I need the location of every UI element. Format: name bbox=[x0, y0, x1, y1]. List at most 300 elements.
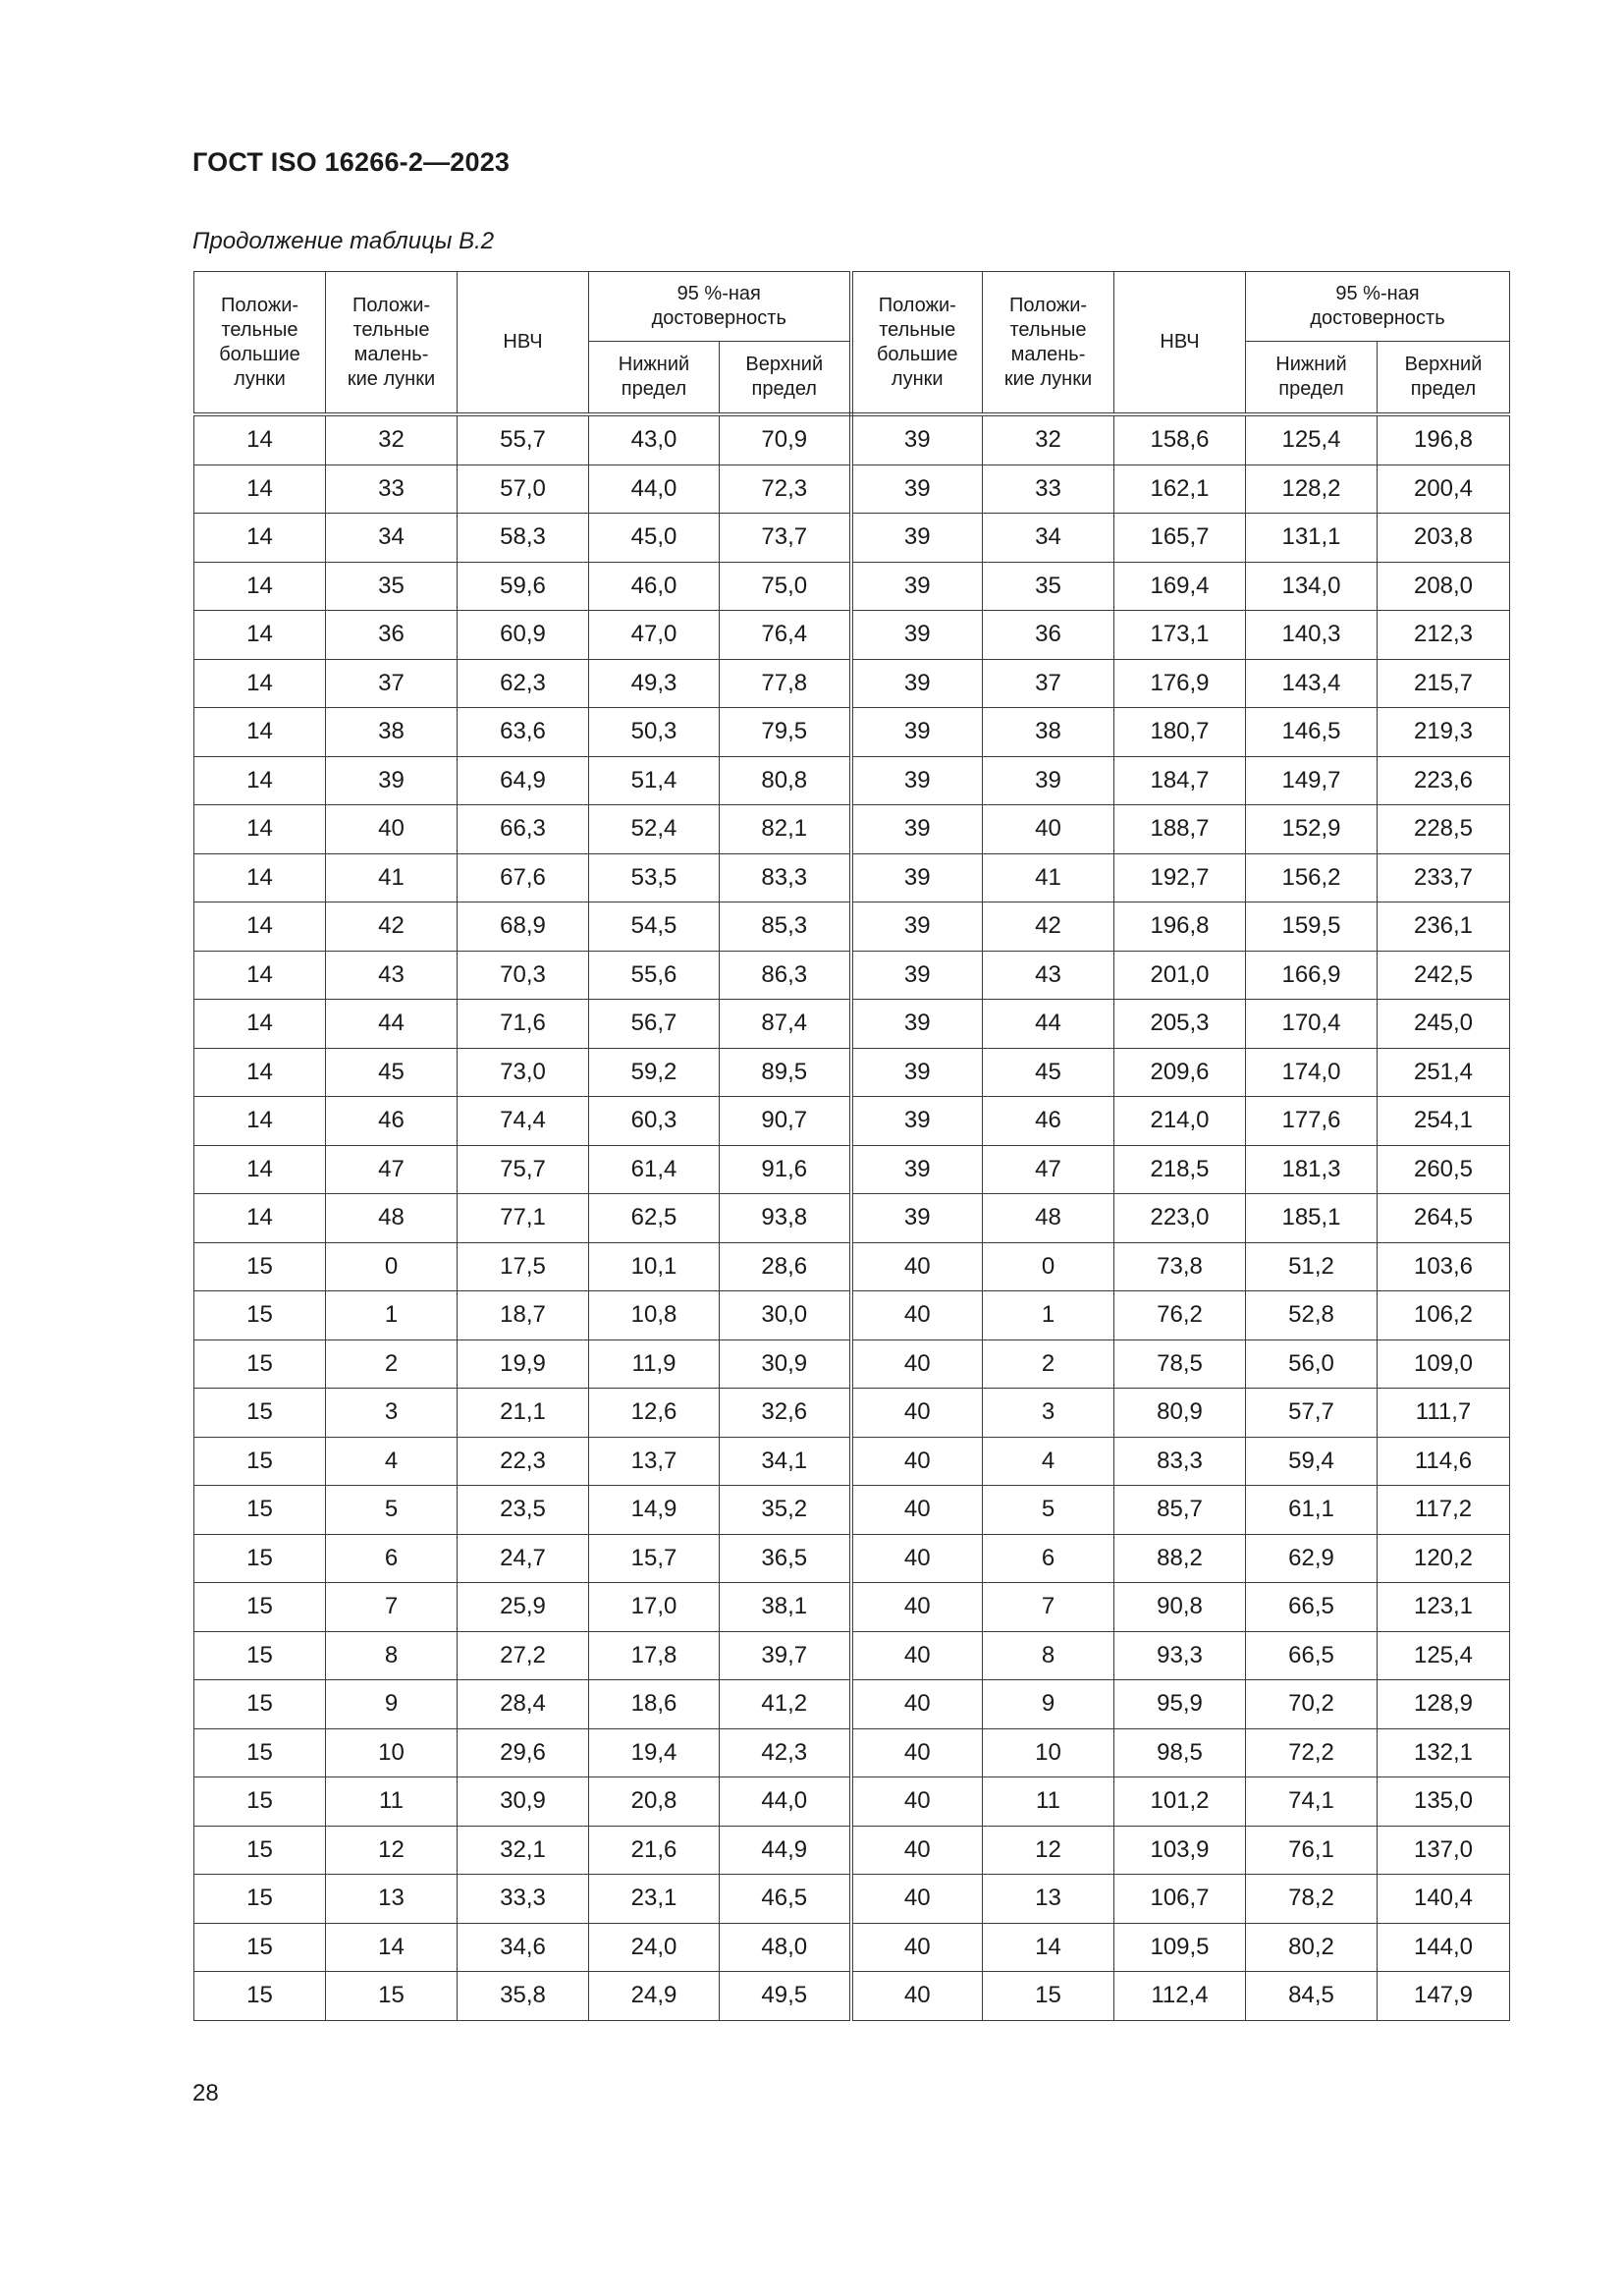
table-cell: 75,7 bbox=[458, 1145, 589, 1194]
table-row bbox=[194, 1048, 1510, 1097]
table-cell: 32,1 bbox=[458, 1826, 589, 1875]
table-cell: 40 bbox=[851, 1583, 983, 1632]
table-cell: 28,4 bbox=[458, 1680, 589, 1729]
table-cell: 44 bbox=[983, 1000, 1114, 1049]
table-cell: 39 bbox=[851, 1097, 983, 1146]
table-cell: 41 bbox=[326, 853, 458, 902]
table-cell: 44,0 bbox=[720, 1777, 851, 1827]
table-cell: 66,3 bbox=[458, 805, 589, 854]
table-cell: 169,4 bbox=[1114, 562, 1246, 611]
table-row bbox=[194, 514, 1510, 563]
header-mpn-2: НВЧ bbox=[1114, 272, 1246, 415]
table-cell: 14 bbox=[194, 465, 326, 514]
table-cell: 165,7 bbox=[1114, 514, 1246, 563]
table-cell: 39 bbox=[851, 756, 983, 805]
table-cell: 17,0 bbox=[589, 1583, 720, 1632]
table-cell: 85,7 bbox=[1114, 1486, 1246, 1535]
table-cell: 47,0 bbox=[589, 611, 720, 660]
table-cell: 53,5 bbox=[589, 853, 720, 902]
table-row bbox=[194, 1097, 1510, 1146]
table-row bbox=[194, 1680, 1510, 1729]
table-cell: 46,0 bbox=[589, 562, 720, 611]
table-cell: 15 bbox=[194, 1534, 326, 1583]
table-cell: 15 bbox=[194, 1631, 326, 1680]
table-cell: 89,5 bbox=[720, 1048, 851, 1097]
table-cell: 19,4 bbox=[589, 1728, 720, 1777]
table-row bbox=[194, 1972, 1510, 2021]
table-cell: 196,8 bbox=[1114, 902, 1246, 952]
table-cell: 15 bbox=[194, 1583, 326, 1632]
table-cell: 4 bbox=[983, 1437, 1114, 1486]
table-cell: 14 bbox=[194, 659, 326, 708]
table-cell: 117,2 bbox=[1378, 1486, 1510, 1535]
table-cell: 12 bbox=[983, 1826, 1114, 1875]
table-cell: 15 bbox=[983, 1972, 1114, 2021]
table-cell: 37 bbox=[326, 659, 458, 708]
table-cell: 51,4 bbox=[589, 756, 720, 805]
table-cell: 43 bbox=[983, 951, 1114, 1000]
table-cell: 192,7 bbox=[1114, 853, 1246, 902]
table-cell: 14 bbox=[194, 902, 326, 952]
table-cell: 62,5 bbox=[589, 1194, 720, 1243]
table-cell: 80,2 bbox=[1246, 1923, 1378, 1972]
table-cell: 39 bbox=[851, 1194, 983, 1243]
table-cell: 51,2 bbox=[1246, 1242, 1378, 1291]
table-cell: 56,0 bbox=[1246, 1339, 1378, 1389]
table-cell: 135,0 bbox=[1378, 1777, 1510, 1827]
table-row bbox=[194, 1923, 1510, 1972]
table-cell: 82,1 bbox=[720, 805, 851, 854]
table-cell: 90,8 bbox=[1114, 1583, 1246, 1632]
table-cell: 128,2 bbox=[1246, 465, 1378, 514]
table-cell: 140,3 bbox=[1246, 611, 1378, 660]
table-row bbox=[194, 1145, 1510, 1194]
table-cell: 57,7 bbox=[1246, 1389, 1378, 1438]
table-cell: 208,0 bbox=[1378, 562, 1510, 611]
table-cell: 137,0 bbox=[1378, 1826, 1510, 1875]
table-cell: 57,0 bbox=[458, 465, 589, 514]
table-cell: 40 bbox=[983, 805, 1114, 854]
table-cell: 47 bbox=[326, 1145, 458, 1194]
table-cell: 20,8 bbox=[589, 1777, 720, 1827]
table-cell: 209,6 bbox=[1114, 1048, 1246, 1097]
table-cell: 40 bbox=[851, 1534, 983, 1583]
table-cell: 40 bbox=[851, 1680, 983, 1729]
table-row bbox=[194, 1826, 1510, 1875]
table-cell: 44,0 bbox=[589, 465, 720, 514]
table-cell: 15 bbox=[194, 1777, 326, 1827]
table-cell: 68,9 bbox=[458, 902, 589, 952]
table-cell: 61,1 bbox=[1246, 1486, 1378, 1535]
table-cell: 14 bbox=[194, 853, 326, 902]
table-cell: 112,4 bbox=[1114, 1972, 1246, 2021]
table-cell: 223,0 bbox=[1114, 1194, 1246, 1243]
table-cell: 18,6 bbox=[589, 1680, 720, 1729]
table-cell: 173,1 bbox=[1114, 611, 1246, 660]
table-cell: 39 bbox=[851, 465, 983, 514]
table-cell: 144,0 bbox=[1378, 1923, 1510, 1972]
table-cell: 1 bbox=[983, 1291, 1114, 1340]
table-cell: 24,0 bbox=[589, 1923, 720, 1972]
table-row bbox=[194, 1339, 1510, 1389]
table-cell: 125,4 bbox=[1378, 1631, 1510, 1680]
table-cell: 156,2 bbox=[1246, 853, 1378, 902]
table-cell: 52,8 bbox=[1246, 1291, 1378, 1340]
table-cell: 30,0 bbox=[720, 1291, 851, 1340]
table-cell: 21,1 bbox=[458, 1389, 589, 1438]
table-cell: 14,9 bbox=[589, 1486, 720, 1535]
table-cell: 83,3 bbox=[720, 853, 851, 902]
table-cell: 9 bbox=[983, 1680, 1114, 1729]
table-cell: 12 bbox=[326, 1826, 458, 1875]
table-cell: 75,0 bbox=[720, 562, 851, 611]
table-cell: 40 bbox=[851, 1923, 983, 1972]
header-small-wells: Положи- тельные малень- кие лунки bbox=[326, 272, 458, 415]
table-cell: 177,6 bbox=[1246, 1097, 1378, 1146]
table-cell: 83,3 bbox=[1114, 1437, 1246, 1486]
table-cell: 40 bbox=[326, 805, 458, 854]
table-cell: 45 bbox=[326, 1048, 458, 1097]
table-cell: 180,7 bbox=[1114, 708, 1246, 757]
table-cell: 73,7 bbox=[720, 514, 851, 563]
table-cell: 46 bbox=[326, 1097, 458, 1146]
table-row bbox=[194, 562, 1510, 611]
table-cell: 27,2 bbox=[458, 1631, 589, 1680]
table-cell: 14 bbox=[983, 1923, 1114, 1972]
table-cell: 6 bbox=[983, 1534, 1114, 1583]
table-cell: 55,6 bbox=[589, 951, 720, 1000]
table-cell: 5 bbox=[983, 1486, 1114, 1535]
table-cell: 67,6 bbox=[458, 853, 589, 902]
table-cell: 15 bbox=[194, 1486, 326, 1535]
table-cell: 24,9 bbox=[589, 1972, 720, 2021]
table-cell: 23,1 bbox=[589, 1875, 720, 1924]
table-cell: 254,1 bbox=[1378, 1097, 1510, 1146]
table-cell: 4 bbox=[326, 1437, 458, 1486]
table-cell: 212,3 bbox=[1378, 611, 1510, 660]
table-row bbox=[194, 414, 1510, 465]
table-cell: 39 bbox=[983, 756, 1114, 805]
table-cell: 41,2 bbox=[720, 1680, 851, 1729]
header-lower: Нижний предел bbox=[589, 342, 720, 415]
table-cell: 14 bbox=[194, 1000, 326, 1049]
table-row bbox=[194, 1242, 1510, 1291]
table-cell: 60,9 bbox=[458, 611, 589, 660]
table-cell: 35,8 bbox=[458, 1972, 589, 2021]
table-cell: 76,2 bbox=[1114, 1291, 1246, 1340]
header-mpn: НВЧ bbox=[458, 272, 589, 415]
table-row bbox=[194, 853, 1510, 902]
table-cell: 10 bbox=[983, 1728, 1114, 1777]
table-row bbox=[194, 805, 1510, 854]
page-number: 28 bbox=[192, 2080, 219, 2106]
table-cell: 15 bbox=[194, 1923, 326, 1972]
table-cell: 35,2 bbox=[720, 1486, 851, 1535]
table-cell: 196,8 bbox=[1378, 414, 1510, 465]
data-table bbox=[193, 271, 1510, 2021]
table-cell: 233,7 bbox=[1378, 853, 1510, 902]
table-cell: 42 bbox=[326, 902, 458, 952]
table-cell: 71,6 bbox=[458, 1000, 589, 1049]
table-cell: 48,0 bbox=[720, 1923, 851, 1972]
table-cell: 14 bbox=[194, 951, 326, 1000]
table-cell: 38,1 bbox=[720, 1583, 851, 1632]
table-cell: 242,5 bbox=[1378, 951, 1510, 1000]
table-cell: 123,1 bbox=[1378, 1583, 1510, 1632]
table-cell: 80,8 bbox=[720, 756, 851, 805]
table-cell: 15 bbox=[194, 1291, 326, 1340]
header-lower-2: Нижний предел bbox=[1246, 342, 1378, 415]
table-cell: 228,5 bbox=[1378, 805, 1510, 854]
table-cell: 101,2 bbox=[1114, 1777, 1246, 1827]
table-cell: 140,4 bbox=[1378, 1875, 1510, 1924]
header-large-wells: Положи- тельные большие лунки bbox=[194, 272, 326, 415]
table-cell: 40 bbox=[851, 1777, 983, 1827]
table-cell: 21,6 bbox=[589, 1826, 720, 1875]
table-cell: 32 bbox=[326, 414, 458, 465]
table-row bbox=[194, 1000, 1510, 1049]
table-cell: 39,7 bbox=[720, 1631, 851, 1680]
table-cell: 38 bbox=[326, 708, 458, 757]
table-cell: 15 bbox=[194, 1875, 326, 1924]
table-cell: 3 bbox=[326, 1389, 458, 1438]
table-cell: 59,4 bbox=[1246, 1437, 1378, 1486]
table-cell: 3 bbox=[983, 1389, 1114, 1438]
table-cell: 39 bbox=[851, 902, 983, 952]
table-cell: 152,9 bbox=[1246, 805, 1378, 854]
table-cell: 36 bbox=[326, 611, 458, 660]
table-cell: 11 bbox=[326, 1777, 458, 1827]
table-cell: 184,7 bbox=[1114, 756, 1246, 805]
table-caption: Продолжение таблицы В.2 bbox=[192, 228, 495, 254]
table-cell: 39 bbox=[851, 562, 983, 611]
table-cell: 55,7 bbox=[458, 414, 589, 465]
table-cell: 73,8 bbox=[1114, 1242, 1246, 1291]
table-cell: 39 bbox=[851, 1000, 983, 1049]
table-cell: 7 bbox=[983, 1583, 1114, 1632]
table-cell: 40 bbox=[851, 1875, 983, 1924]
table-cell: 260,5 bbox=[1378, 1145, 1510, 1194]
table-cell: 60,3 bbox=[589, 1097, 720, 1146]
table-cell: 14 bbox=[194, 756, 326, 805]
table-cell: 14 bbox=[194, 414, 326, 465]
table-row bbox=[194, 1728, 1510, 1777]
table-cell: 15 bbox=[194, 1826, 326, 1875]
table-cell: 93,8 bbox=[720, 1194, 851, 1243]
table-row bbox=[194, 902, 1510, 952]
table-cell: 42 bbox=[983, 902, 1114, 952]
table-cell: 9 bbox=[326, 1680, 458, 1729]
table-cell: 74,1 bbox=[1246, 1777, 1378, 1827]
table-cell: 44,9 bbox=[720, 1826, 851, 1875]
table-cell: 22,3 bbox=[458, 1437, 589, 1486]
table-cell: 15 bbox=[326, 1972, 458, 2021]
table-cell: 46,5 bbox=[720, 1875, 851, 1924]
table-cell: 34,6 bbox=[458, 1923, 589, 1972]
table-cell: 201,0 bbox=[1114, 951, 1246, 1000]
table-row bbox=[194, 1291, 1510, 1340]
table-cell: 39 bbox=[851, 514, 983, 563]
table-cell: 205,3 bbox=[1114, 1000, 1246, 1049]
table-cell: 33 bbox=[326, 465, 458, 514]
table-cell: 185,1 bbox=[1246, 1194, 1378, 1243]
table-cell: 14 bbox=[194, 1194, 326, 1243]
table-cell: 70,3 bbox=[458, 951, 589, 1000]
table-cell: 15 bbox=[194, 1389, 326, 1438]
table-cell: 54,5 bbox=[589, 902, 720, 952]
table-cell: 45 bbox=[983, 1048, 1114, 1097]
table-cell: 29,6 bbox=[458, 1728, 589, 1777]
table-cell: 87,4 bbox=[720, 1000, 851, 1049]
table-cell: 43,0 bbox=[589, 414, 720, 465]
table-cell: 50,3 bbox=[589, 708, 720, 757]
table-cell: 132,1 bbox=[1378, 1728, 1510, 1777]
table-cell: 103,9 bbox=[1114, 1826, 1246, 1875]
table-cell: 203,8 bbox=[1378, 514, 1510, 563]
table-cell: 25,9 bbox=[458, 1583, 589, 1632]
table-row bbox=[194, 1777, 1510, 1827]
table-cell: 32 bbox=[983, 414, 1114, 465]
table-cell: 14 bbox=[194, 805, 326, 854]
table-row bbox=[194, 1631, 1510, 1680]
table-cell: 66,5 bbox=[1246, 1631, 1378, 1680]
table-row bbox=[194, 1389, 1510, 1438]
table-cell: 86,3 bbox=[720, 951, 851, 1000]
header-upper: Верхний предел bbox=[720, 342, 851, 415]
table-cell: 15 bbox=[194, 1242, 326, 1291]
table-cell: 40 bbox=[851, 1242, 983, 1291]
table-cell: 14 bbox=[194, 514, 326, 563]
table-cell: 39 bbox=[851, 708, 983, 757]
table-cell: 24,7 bbox=[458, 1534, 589, 1583]
table-cell: 77,8 bbox=[720, 659, 851, 708]
table-cell: 52,4 bbox=[589, 805, 720, 854]
table-cell: 30,9 bbox=[720, 1339, 851, 1389]
table-cell: 14 bbox=[194, 1048, 326, 1097]
table-cell: 0 bbox=[983, 1242, 1114, 1291]
table-cell: 59,2 bbox=[589, 1048, 720, 1097]
table-cell: 30,9 bbox=[458, 1777, 589, 1827]
table-cell: 11,9 bbox=[589, 1339, 720, 1389]
table-cell: 147,9 bbox=[1378, 1972, 1510, 2021]
table-cell: 40 bbox=[851, 1389, 983, 1438]
table-cell: 111,7 bbox=[1378, 1389, 1510, 1438]
table-cell: 43 bbox=[326, 951, 458, 1000]
table-cell: 14 bbox=[194, 1145, 326, 1194]
table-cell: 42,3 bbox=[720, 1728, 851, 1777]
table-cell: 56,7 bbox=[589, 1000, 720, 1049]
table-row bbox=[194, 465, 1510, 514]
table-cell: 39 bbox=[851, 1048, 983, 1097]
table-cell: 15 bbox=[194, 1680, 326, 1729]
table-cell: 103,6 bbox=[1378, 1242, 1510, 1291]
table-cell: 38 bbox=[983, 708, 1114, 757]
table-cell: 13 bbox=[326, 1875, 458, 1924]
table-row bbox=[194, 1534, 1510, 1583]
header-small-wells-2: Положи- тельные малень- кие лунки bbox=[983, 272, 1114, 415]
table-cell: 34,1 bbox=[720, 1437, 851, 1486]
table-cell: 39 bbox=[851, 853, 983, 902]
table-row bbox=[194, 1194, 1510, 1243]
table-cell: 23,5 bbox=[458, 1486, 589, 1535]
table-cell: 39 bbox=[851, 611, 983, 660]
table-cell: 32,6 bbox=[720, 1389, 851, 1438]
table-cell: 33,3 bbox=[458, 1875, 589, 1924]
table-cell: 214,0 bbox=[1114, 1097, 1246, 1146]
table-cell: 76,4 bbox=[720, 611, 851, 660]
table-cell: 162,1 bbox=[1114, 465, 1246, 514]
table-cell: 95,9 bbox=[1114, 1680, 1246, 1729]
table-cell: 72,3 bbox=[720, 465, 851, 514]
table-cell: 37 bbox=[983, 659, 1114, 708]
table-cell: 78,5 bbox=[1114, 1339, 1246, 1389]
table-cell: 174,0 bbox=[1246, 1048, 1378, 1097]
table-cell: 44 bbox=[326, 1000, 458, 1049]
table-cell: 34 bbox=[326, 514, 458, 563]
table-cell: 10,8 bbox=[589, 1291, 720, 1340]
table-cell: 6 bbox=[326, 1534, 458, 1583]
table-cell: 219,3 bbox=[1378, 708, 1510, 757]
table-cell: 109,5 bbox=[1114, 1923, 1246, 1972]
table-row bbox=[194, 708, 1510, 757]
table-cell: 72,2 bbox=[1246, 1728, 1378, 1777]
table-cell: 49,5 bbox=[720, 1972, 851, 2021]
table-cell: 41 bbox=[983, 853, 1114, 902]
table-cell: 19,9 bbox=[458, 1339, 589, 1389]
table-cell: 28,6 bbox=[720, 1242, 851, 1291]
table-cell: 5 bbox=[326, 1486, 458, 1535]
table-cell: 88,2 bbox=[1114, 1534, 1246, 1583]
table-cell: 0 bbox=[326, 1242, 458, 1291]
table-cell: 18,7 bbox=[458, 1291, 589, 1340]
table-cell: 15,7 bbox=[589, 1534, 720, 1583]
table-cell: 8 bbox=[983, 1631, 1114, 1680]
table-cell: 77,1 bbox=[458, 1194, 589, 1243]
table-cell: 12,6 bbox=[589, 1389, 720, 1438]
table-cell: 98,5 bbox=[1114, 1728, 1246, 1777]
table-cell: 36 bbox=[983, 611, 1114, 660]
table-cell: 1 bbox=[326, 1291, 458, 1340]
table-cell: 120,2 bbox=[1378, 1534, 1510, 1583]
table-cell: 14 bbox=[194, 1097, 326, 1146]
table-cell: 91,6 bbox=[720, 1145, 851, 1194]
table-cell: 2 bbox=[326, 1339, 458, 1389]
table-body bbox=[194, 414, 1510, 2020]
table-cell: 48 bbox=[983, 1194, 1114, 1243]
table-cell: 40 bbox=[851, 1631, 983, 1680]
table-cell: 14 bbox=[326, 1923, 458, 1972]
table-cell: 125,4 bbox=[1246, 414, 1378, 465]
table-cell: 15 bbox=[194, 1972, 326, 2021]
header-large-wells-2: Положи- тельные большие лунки bbox=[851, 272, 983, 415]
table-cell: 15 bbox=[194, 1339, 326, 1389]
table-cell: 251,4 bbox=[1378, 1048, 1510, 1097]
table-cell: 39 bbox=[326, 756, 458, 805]
table-row bbox=[194, 756, 1510, 805]
table-cell: 17,8 bbox=[589, 1631, 720, 1680]
table-cell: 106,7 bbox=[1114, 1875, 1246, 1924]
table-cell: 73,0 bbox=[458, 1048, 589, 1097]
table-cell: 33 bbox=[983, 465, 1114, 514]
table-cell: 84,5 bbox=[1246, 1972, 1378, 2021]
table-cell: 90,7 bbox=[720, 1097, 851, 1146]
table-cell: 40 bbox=[851, 1291, 983, 1340]
table-cell: 66,5 bbox=[1246, 1583, 1378, 1632]
table-cell: 36,5 bbox=[720, 1534, 851, 1583]
table-cell: 74,4 bbox=[458, 1097, 589, 1146]
table-row bbox=[194, 659, 1510, 708]
table-cell: 62,3 bbox=[458, 659, 589, 708]
